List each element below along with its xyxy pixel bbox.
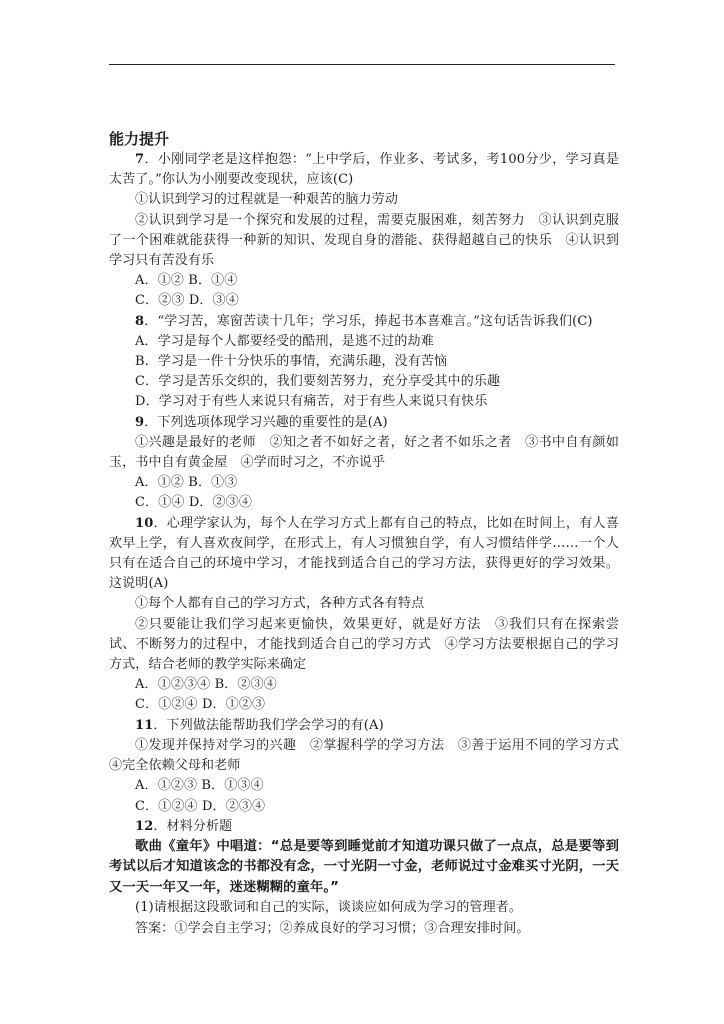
question-number: 9: [135, 414, 145, 430]
question-7-choices-cd: C．②③ D．③④: [135, 293, 239, 309]
question-number: 10: [135, 515, 154, 531]
question-9-options: ①兴趣是最好的老师 ②知之者不如好之者，好之者不如乐之者 ③书中自有颜如玉，书中自有黄金屋 ④学而时习之，不亦说乎: [109, 434, 619, 471]
header-rule: [109, 64, 615, 65]
question-10-choices-cd: C．①②④ D．①②③: [135, 697, 266, 713]
question-number: 8: [135, 313, 145, 329]
question-7-choices-ab: A．①② B．①④: [135, 273, 238, 289]
document-body: [109, 128, 633, 939]
question-7-option-1: ①认识到学习的过程就是一种艰苦的脑力劳动: [135, 192, 399, 208]
question-8-choice-a: A．学习是每个人都要经受的酷刑，是逃不过的劫难: [135, 333, 434, 349]
question-8-choice-d: D．学习对于有些人来说只有痛苦，对于有些人来说只有快乐: [135, 394, 488, 410]
question-11-options: ①发现并保持对学习的兴趣 ②掌握科学的学习方法 ③善于运用不同的学习方式 ④完全依赖父母和老师: [109, 737, 633, 774]
question-7-option-2: ②认识到学习是一个探究和发展的过程，需要克服困难，刻苦努力 ③认识到克服了一个困难就能获得一种新的知识、发现自身的潜能、获得超越自己的快乐 ④认识到学习只有苦没有乐: [109, 212, 619, 269]
question-12-answer: 答案：①学会自主学习；②养成良好的学习习惯；③合理安排时间。: [135, 920, 530, 936]
question-12-subquestion-1: (1)请根据这段歌词和自己的实际，谈谈应如何成为学习的管理者。: [135, 900, 523, 916]
question-8-choice-c: C．学习是苦乐交织的，我们要刻苦努力，充分享受其中的乐趣: [135, 374, 501, 390]
question-9-choices-ab: A．①② B．①③: [135, 475, 238, 491]
question-9-stem: 9．下列选项体现学习兴趣的重要性的是(A): [135, 414, 388, 430]
question-11-stem: 11．下列做法能帮助我们学会学习的有(A): [135, 717, 384, 733]
question-number: 11: [135, 717, 154, 733]
section-title: 能力提升: [109, 130, 170, 148]
question-12-lyric-material: 歌曲《童年》中唱道：“总是要等到睡觉前才知道功课只做了一点点，总是要等到考试以后才知道该念的书都没有念，一寸光阴一寸金，老师说过寸金难买寸光阴，一天又一天一年又一年，迷迷糊糊的童年。”: [109, 838, 619, 895]
question-8-choice-b: B．学习是一件十分快乐的事情，充满乐趣，没有苦恼: [135, 354, 448, 370]
question-11-choices-ab: A．①②③ B．①③④: [135, 778, 264, 794]
question-10-option-2: ②只要能让我们学习起来更愉快，效果更好，就是好方法 ③我们只有在探索尝试、不断努力的过程中，才能找到适合自己的学习方式 ④学习方法要根据自己的学习方式，结合老师的教学实际来确定: [109, 616, 619, 673]
question-number: 12: [135, 818, 154, 834]
question-10-choices-ab: A．①②③④ B．②③④: [135, 677, 277, 693]
question-12-stem: 12．材料分析题: [135, 818, 233, 834]
question-7-stem: 7．小刚同学老是这样抱怨：“上中学后，作业多、考试多，考100分少，学习真是太苦了。”你认为小刚要改变现状，应该(C): [109, 152, 619, 188]
question-11-choices-cd: C．①②④ D．②③④: [135, 798, 266, 814]
question-9-choices-cd: C．①④ D．②③④: [135, 495, 253, 511]
question-8-stem: 8．“学习苦，寒窗苦读十几年；学习乐，捧起书本喜难言。”这句话告诉我们(C): [135, 313, 593, 329]
question-10-stem: 10．心理学家认为，每个人在学习方式上都有自己的特点，比如在时间上，有人喜欢早上学，有人喜欢夜间学，在形式上，有人习惯独自学，有人习惯结伴学……一个人只有在适合自己的环境中学习，才能找到适合自己的学习方法，获得更好的学习效果。这说明(A): [109, 515, 619, 592]
question-10-option-1: ①每个人都有自己的学习方式，各种方式各有特点: [135, 596, 425, 612]
question-number: 7: [135, 152, 145, 167]
